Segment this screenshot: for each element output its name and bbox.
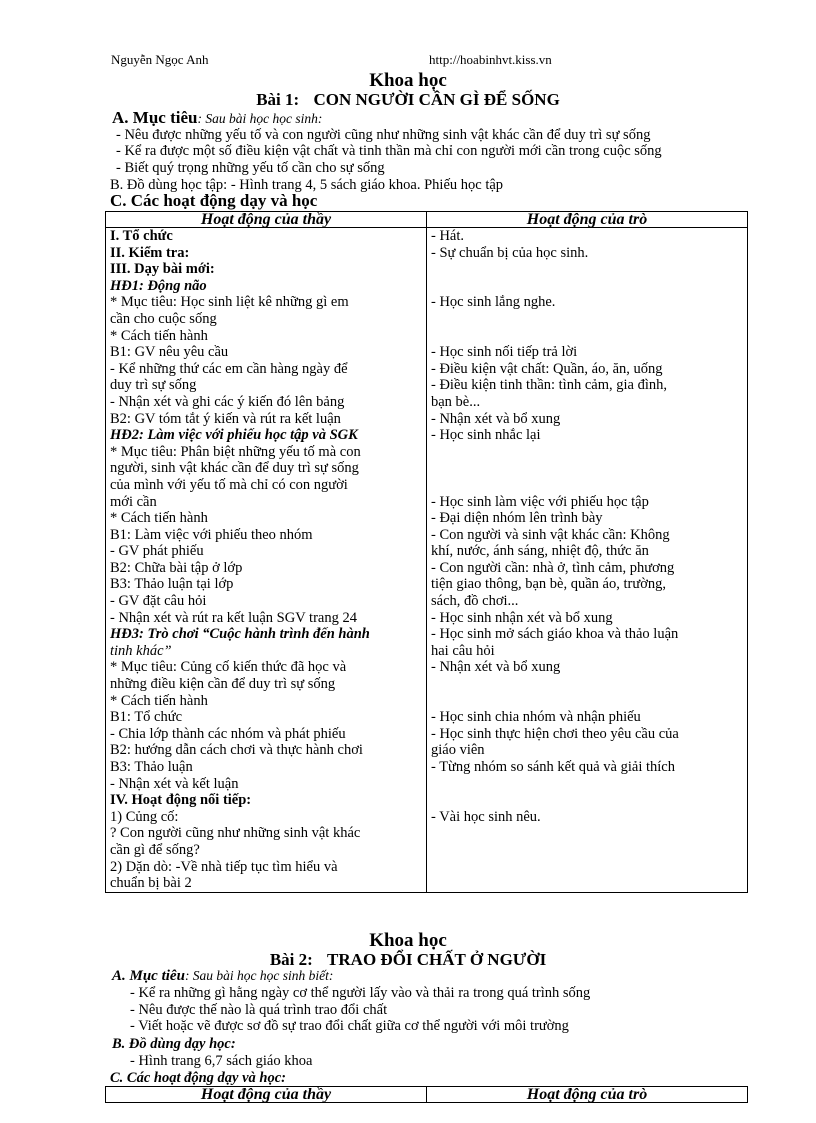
lesson2-objectives-heading-line: [112, 968, 333, 984]
student-activity-line: - Hát.: [431, 228, 465, 244]
teacher-activity-line: * Cách tiến hành: [110, 692, 208, 709]
teacher-activity-line: duy trì sự sống: [110, 377, 197, 394]
student-activity-line: [431, 278, 743, 295]
student-activity-line: - Học sinh chia nhóm và nhận phiếu: [431, 709, 641, 726]
student-activity-line: - Học sinh làm việc với phiếu học tập: [431, 493, 649, 510]
teacher-activity-line: - GV đặt câu hỏi: [110, 593, 207, 610]
teacher-activity-line: IV. Hoạt động nối tiếp:: [110, 792, 252, 809]
lesson1-objectives-intro: : Sau bài học học sinh:: [197, 111, 323, 126]
teacher-activity-line: B3: Thảo luận: [110, 759, 193, 775]
student-activity-line: - Con người và sinh vật khác cần: Không: [431, 526, 670, 543]
teacher-activity-line: - Nhận xét và kết luận: [110, 775, 239, 792]
student-activity-line: - Điều kiện vật chất: Quần, áo, ăn, uống: [431, 360, 663, 377]
student-column-header: Hoạt động của trò: [427, 1087, 748, 1103]
teacher-activity-line: B1: Làm việc với phiếu theo nhóm: [110, 526, 313, 543]
lesson1-subject: Khoa học: [369, 70, 447, 91]
teacher-activity-line: 1) Củng cố:: [110, 808, 179, 825]
teacher-activity-line: * Mục tiêu: Học sinh liệt kê những gì em: [110, 294, 349, 311]
teacher-activity-line: 2) Dặn dò: -Về nhà tiếp tục tìm hiểu và: [110, 858, 338, 875]
teacher-activity-line: của mình với yếu tố mà chỉ có con người: [110, 476, 348, 493]
student-activity-line: - Học sinh lắng nghe.: [431, 294, 556, 311]
lesson1-objectives-heading: A. Mục tiêu: [112, 108, 198, 127]
header-author: Nguyễn Ngọc Anh: [111, 52, 209, 67]
student-activity-line: [431, 792, 743, 809]
teacher-activity-line: B1: Tổ chức: [110, 709, 183, 726]
teacher-activity-line: I. Tổ chức: [110, 228, 173, 244]
teacher-activities-cell: [106, 228, 427, 893]
teacher-activity-line: tinh khác”: [110, 642, 172, 659]
lesson2-activities-table: [105, 1086, 748, 1103]
lesson1-number: Bài 1:: [256, 90, 300, 109]
student-activity-line: [431, 460, 743, 477]
teacher-activity-line: ? Con người cũng như những sinh vật khác: [110, 825, 361, 842]
student-activity-line: [431, 693, 743, 710]
student-activity-line: [431, 776, 743, 793]
student-activity-line: khí, nước, ánh sáng, nhiệt độ, thức ăn: [431, 543, 649, 560]
teacher-activity-line: B2: hướng dẫn cách chơi và thực hành chơi: [110, 742, 363, 759]
teacher-activity-line: HĐ3: Trò chơi “Cuộc hành trình đến hành: [110, 626, 370, 643]
lesson2-title: [0, 950, 816, 970]
lesson1-activities-table: [105, 211, 748, 893]
teacher-activity-line: * Cách tiến hành: [110, 510, 208, 527]
teacher-activity-line: B1: GV nêu yêu cầu: [110, 344, 229, 361]
teacher-column-header: Hoạt động của thầy: [106, 1087, 427, 1103]
lesson2-objective-item: - Nêu được thế nào là quá trình trao đổi chất: [130, 1002, 388, 1018]
teacher-activity-line: người, sinh vật khác cần để duy trì sự sống: [110, 460, 359, 477]
teacher-activity-line: chuẩn bị bài 2: [110, 875, 192, 892]
teacher-activity-line: - GV phát phiếu: [110, 543, 204, 560]
teacher-activity-line: B3: Thảo luận tại lớp: [110, 576, 234, 593]
student-activity-line: - Học sinh mở sách giáo khoa và thảo luận: [431, 626, 679, 643]
student-activity-line: - Đại diện nhóm lên trình bày: [431, 510, 603, 527]
lesson2-objective-item: - Viết hoặc vẽ được sơ đồ sự trao đổi chất giữa cơ thể người với môi trường: [130, 1018, 569, 1034]
lesson2-objectives-heading: A. Mục tiêu: [112, 968, 185, 984]
student-activity-line: hai câu hỏi: [431, 642, 495, 659]
student-activity-line: - Điều kiện tinh thần: tình cảm, gia đình,: [431, 377, 667, 394]
student-column-header: Hoạt động của trò: [427, 212, 748, 228]
lesson1-activities-heading: C. Các hoạt động dạy và học: [110, 191, 318, 210]
lesson1-objective-item: - Nêu được những yếu tố và con người cũng như những sinh vật khác cần để duy trì sự sống: [116, 127, 651, 143]
student-activity-line: [431, 444, 743, 461]
lesson2-number: Bài 2:: [269, 950, 313, 969]
student-activity-line: [431, 676, 743, 693]
student-activity-line: - Học sinh thực hiện chơi theo yêu cầu của: [431, 725, 679, 742]
lesson1-title: [0, 90, 816, 110]
student-activity-line: [431, 477, 743, 494]
lesson2-activities-heading: C. Các hoạt động dạy và học:: [110, 1070, 287, 1086]
student-activity-line: - Từng nhóm so sánh kết quả và giải thích: [431, 759, 675, 775]
lesson1-objective-item: - Kể ra được một số điều kiện vật chất và tinh thần mà chỉ con người mới cần trong cuộc sống: [116, 143, 662, 159]
student-activity-line: - Vài học sinh nêu.: [431, 808, 541, 825]
student-activity-line: sách, đồ chơi...: [431, 593, 519, 610]
student-activities-cell: [427, 228, 748, 893]
student-activity-line: - Học sinh nhận xét và bổ xung: [431, 609, 613, 626]
teacher-activity-line: * Mục tiêu: Củng cố kiến thức đã học và: [110, 659, 347, 676]
lesson1-objectives-heading-line: [112, 110, 322, 127]
lesson2-subject: Khoa học: [369, 930, 447, 951]
lesson1-title-text: CON NGƯỜI CẦN GÌ ĐỂ SỐNG: [313, 90, 560, 109]
teacher-activity-line: II. Kiểm tra:: [110, 244, 190, 261]
lesson2-objective-item: - Kể ra những gì hằng ngày cơ thể người lấy vào và thải ra trong quá trình sống: [130, 985, 591, 1001]
lesson2-materials-heading: B. Đồ dùng dạy học:: [112, 1036, 236, 1052]
student-activity-line: - Học sinh nhắc lại: [431, 427, 541, 444]
teacher-activity-line: - Chia lớp thành các nhóm và phát phiếu: [110, 725, 346, 742]
lesson2-materials: - Hình trang 6,7 sách giáo khoa: [130, 1053, 313, 1069]
teacher-activity-line: - Nhận xét và ghi các ý kiến đó lên bảng: [110, 393, 345, 410]
teacher-activity-line: những điều kiện cần để duy trì sự sống: [110, 676, 336, 693]
lesson2-objectives-intro: : Sau bài học học sinh biết:: [184, 968, 334, 983]
student-activity-line: [431, 261, 743, 278]
teacher-activity-line: * Mục tiêu: Phân biệt những yếu tố mà con: [110, 443, 361, 460]
student-activity-line: bạn bè...: [431, 393, 481, 410]
teacher-activity-line: B2: GV tóm tắt ý kiến và rút ra kết luận: [110, 410, 341, 427]
student-activity-line: [431, 311, 743, 328]
teacher-activity-line: cần gì để sống?: [110, 841, 200, 858]
student-activity-line: - Học sinh nối tiếp trả lời: [431, 344, 578, 361]
student-activity-line: - Con người cần: nhà ở, tình cảm, phương: [431, 559, 675, 576]
header-url: http://hoabinhvt.kiss.vn: [429, 52, 552, 67]
teacher-activity-line: HĐ2: Làm việc với phiếu học tập và SGK: [110, 427, 358, 444]
student-activity-line: - Nhận xét và bổ xung: [431, 410, 561, 427]
teacher-activity-line: III. Dạy bài mới:: [110, 261, 215, 278]
student-activity-line: giáo viên: [431, 742, 485, 759]
teacher-activity-line: B2: Chữa bài tập ở lớp: [110, 559, 243, 576]
teacher-activity-line: cần cho cuộc sống: [110, 310, 217, 327]
student-activity-line: - Sự chuẩn bị của học sinh.: [431, 244, 589, 261]
teacher-activity-line: * Cách tiến hành: [110, 327, 208, 344]
teacher-activity-line: - Kể những thứ các em cần hàng ngày để: [110, 360, 348, 377]
teacher-activity-line: HĐ1: Động não: [110, 277, 207, 294]
student-activity-line: tiện giao thông, bạn bè, quần áo, trường,: [431, 576, 666, 593]
teacher-activity-line: mới cần: [110, 493, 157, 510]
student-activity-line: - Nhận xét và bổ xung: [431, 659, 561, 676]
student-activity-line: [431, 328, 743, 345]
teacher-activity-line: - Nhận xét và rút ra kết luận SGV trang 24: [110, 609, 357, 626]
lesson1-objective-item: - Biết quý trọng những yếu tố cần cho sự sống: [116, 160, 385, 176]
teacher-column-header: Hoạt động của thầy: [106, 212, 427, 228]
lesson2-title-text: TRAO ĐỔI CHẤT Ở NGƯỜI: [327, 950, 547, 969]
lesson1-materials: B. Đồ dùng học tập: - Hình trang 4, 5 sách giáo khoa. Phiếu học tập: [110, 177, 504, 193]
